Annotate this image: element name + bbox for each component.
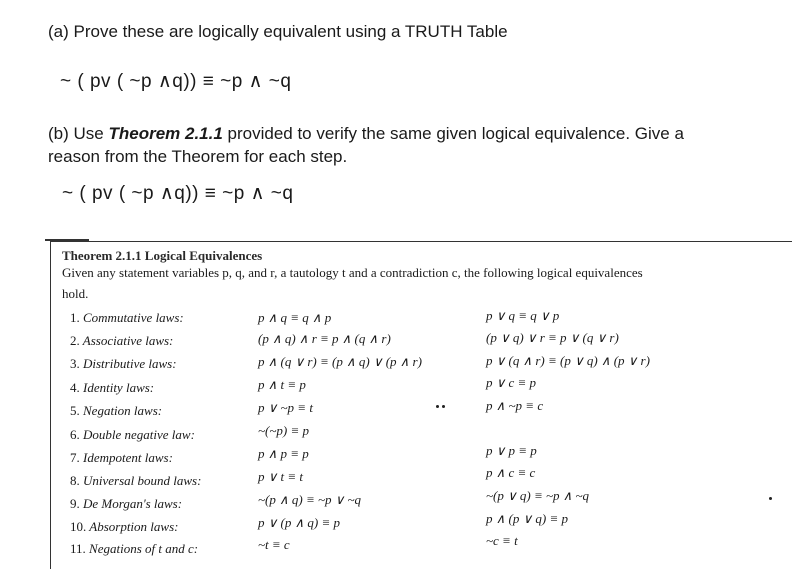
box-accent-bar bbox=[45, 239, 89, 241]
law-formula-left: p ∧ t ≡ p bbox=[258, 377, 306, 392]
part-b-post: provided to verify the same given logical equivalence. Give a bbox=[222, 124, 684, 143]
law-formula-left: p ∨ (p ∧ q) ≡ p bbox=[258, 515, 340, 530]
law-formula-left: ~(p ∧ q) ≡ ~p ∨ ~q bbox=[258, 492, 362, 507]
law-name: 3. Distributive laws: bbox=[70, 356, 177, 371]
equation-b: ~ ( pv ( ~p ∧q)) ≡ ~p ∧ ~q bbox=[62, 183, 294, 204]
law-formula-right: p ∨ q ≡ q ∨ p bbox=[486, 308, 560, 323]
law-formula-right: p ∨ c ≡ p bbox=[486, 375, 537, 390]
law-formula-left: p ∧ (q ∨ r) ≡ (p ∧ q) ∨ (p ∧ r) bbox=[258, 354, 422, 369]
theorem-intro-line2: hold. bbox=[62, 286, 89, 301]
equation-a: ~ ( pv ( ~p ∧q)) ≡ ~p ∧ ~q bbox=[60, 71, 292, 92]
law-formula-right: p ∧ (p ∨ q) ≡ p bbox=[486, 511, 568, 526]
part-b-prompt-line1 bbox=[48, 124, 684, 144]
law-formula-left: p ∧ p ≡ p bbox=[258, 446, 309, 461]
law-formula-right: (p ∨ q) ∨ r ≡ p ∨ (q ∨ r) bbox=[486, 330, 619, 345]
law-formula-left: ~t ≡ c bbox=[258, 537, 290, 552]
law-formula-right: p ∨ (q ∧ r) ≡ (p ∨ q) ∧ (p ∨ r) bbox=[486, 353, 650, 368]
law-formula-left: p ∨ ~p ≡ t bbox=[258, 400, 313, 415]
law-formula-right: ~c ≡ t bbox=[486, 533, 518, 548]
law-formula-right: p ∨ p ≡ p bbox=[486, 443, 537, 458]
part-b-pre: (b) Use bbox=[48, 124, 109, 143]
law-formula-left: p ∧ q ≡ q ∧ p bbox=[258, 310, 332, 325]
law-name: 8. Universal bound laws: bbox=[70, 473, 202, 488]
law-formula-right: ~(p ∨ q) ≡ ~p ∧ ~q bbox=[486, 488, 590, 503]
part-a-prompt: (a) Prove these are logically equivalent using a TRUTH Table bbox=[48, 22, 508, 41]
law-name: 6. Double negative law: bbox=[70, 427, 195, 442]
law-name: 10. Absorption laws: bbox=[70, 519, 179, 534]
law-formula-left: (p ∧ q) ∧ r ≡ p ∧ (q ∧ r) bbox=[258, 331, 391, 346]
law-formula-right: p ∧ ~p ≡ c bbox=[486, 398, 544, 413]
law-formula-left: p ∨ t ≡ t bbox=[258, 469, 304, 484]
speck-dot bbox=[436, 405, 439, 408]
theorem-title: Theorem 2.1.1 Logical Equivalences bbox=[62, 248, 263, 263]
part-b-prompt-line2: reason from the Theorem for each step. bbox=[48, 147, 348, 166]
law-formula-right: p ∧ c ≡ c bbox=[486, 465, 536, 480]
law-name: 11. Negations of t and c: bbox=[70, 541, 199, 556]
law-name: 9. De Morgan's laws: bbox=[70, 496, 183, 511]
law-name: 7. Idempotent laws: bbox=[70, 450, 173, 465]
law-name: 2. Associative laws: bbox=[70, 333, 174, 348]
law-name: 1. Commutative laws: bbox=[70, 310, 184, 325]
theorem-intro-line1: Given any statement variables p, q, and r, a tautology t and a contradiction c, the following logical equivalences bbox=[62, 265, 643, 280]
law-name: 4. Identity laws: bbox=[70, 380, 155, 395]
law-formula-left: ~(~p) ≡ p bbox=[258, 423, 309, 438]
speck-dot bbox=[442, 405, 445, 408]
theorem-reference: Theorem 2.1.1 bbox=[108, 124, 223, 143]
speck-dot bbox=[769, 497, 772, 500]
law-name: 5. Negation laws: bbox=[70, 403, 163, 418]
